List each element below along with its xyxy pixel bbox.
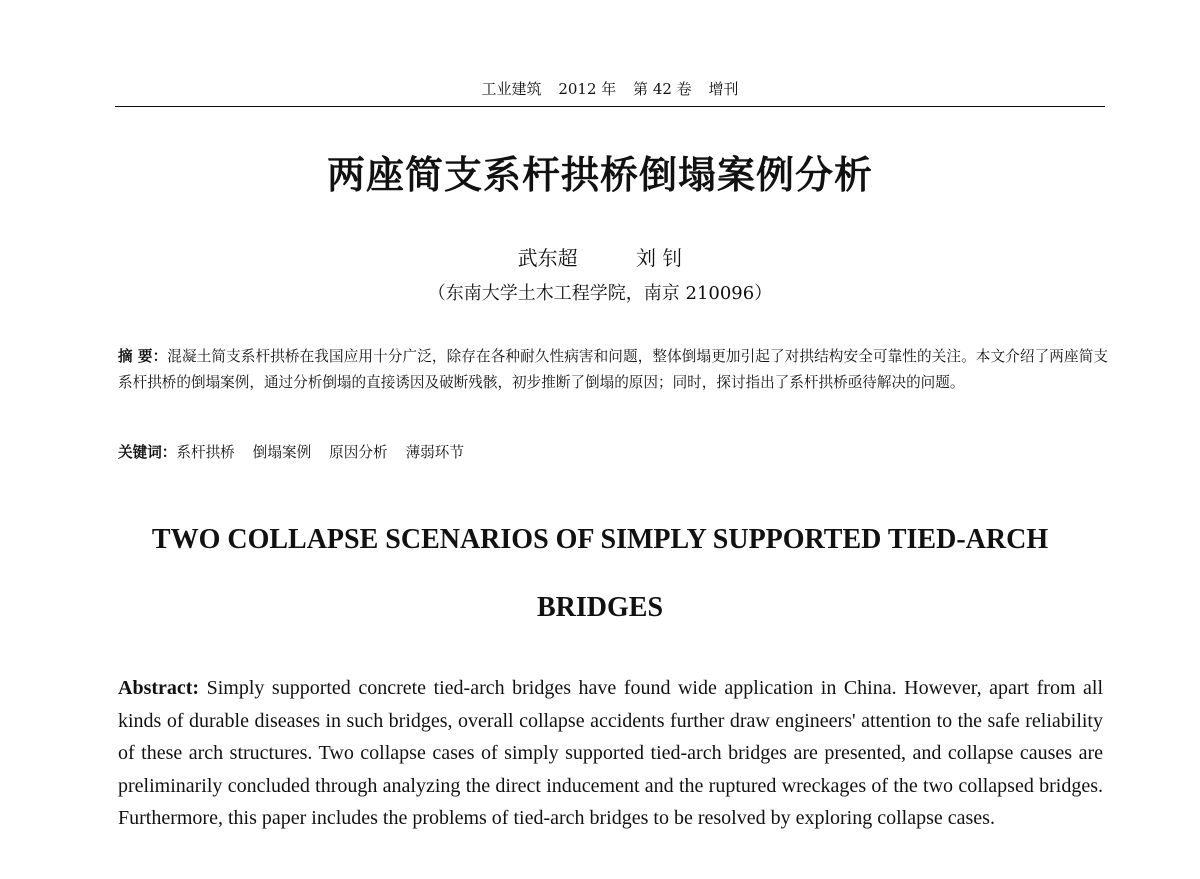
running-header	[115, 78, 1105, 107]
abstract-en	[118, 672, 1103, 835]
keyword: 系杆拱桥	[176, 444, 235, 461]
keywords-cn	[118, 440, 1108, 466]
keyword: 倒塌案例	[252, 444, 312, 461]
abstract-cn	[118, 344, 1108, 396]
paper-title-en-line2: BRIDGES	[536, 592, 664, 623]
author-list	[0, 244, 1200, 272]
abstract-en-text: Simply supported concrete tied-arch bridges have found wide application in China. However, apart from all kinds of durable diseases in such bridges, overall collapse accidents further draw engineers' attention to the safe reliability of these arch structures. Two collapse cases of simply supported tied-arch bridges are presented, and collapse causes are preliminarily concluded through analyzing the direct inducement and the ruptured wreckages of the two collapsed bridges. Furthermore, this paper includes the problems of tied-arch bridges to be resolved by exploring collapse cases.	[118, 677, 1104, 829]
abstract-cn-text: 混凝土简支系杆拱桥在我国应用十分广泛，除存在各种耐久性病害和问题，整体倒塌更加引起了对拱结构安全可靠性的关注。本文介绍了两座简支系杆拱桥的倒塌案例，通过分析倒塌的直接诱因及破断残骸，初步推断了倒塌的原因；同时，探讨指出了系杆拱桥亟待解决的问题。	[118, 348, 1108, 391]
abstract-cn-label: 摘 要：	[118, 348, 168, 365]
keyword: 薄弱环节	[405, 444, 464, 461]
journal-name: 工业建筑	[481, 80, 542, 98]
journal-issue: 增刊	[708, 80, 739, 98]
abstract-en-label: Abstract:	[118, 677, 200, 699]
affiliation: （东南大学土木工程学院，南京 210096）	[427, 283, 773, 304]
author-name: 刘 钊	[636, 246, 683, 270]
paper-title-en-line1: TWO COLLAPSE SCENARIOS OF SIMPLY SUPPORTED TIED-ARCH	[151, 524, 1049, 555]
journal-volume: 第 42 卷	[633, 80, 692, 98]
journal-year: 2012 年	[558, 80, 617, 98]
author-name: 武东超	[517, 246, 578, 270]
keyword: 原因分析	[329, 444, 388, 461]
keywords-label: 关键词：	[118, 444, 177, 461]
paper-title-cn: 两座简支系杆拱桥倒塌案例分析	[326, 153, 873, 197]
